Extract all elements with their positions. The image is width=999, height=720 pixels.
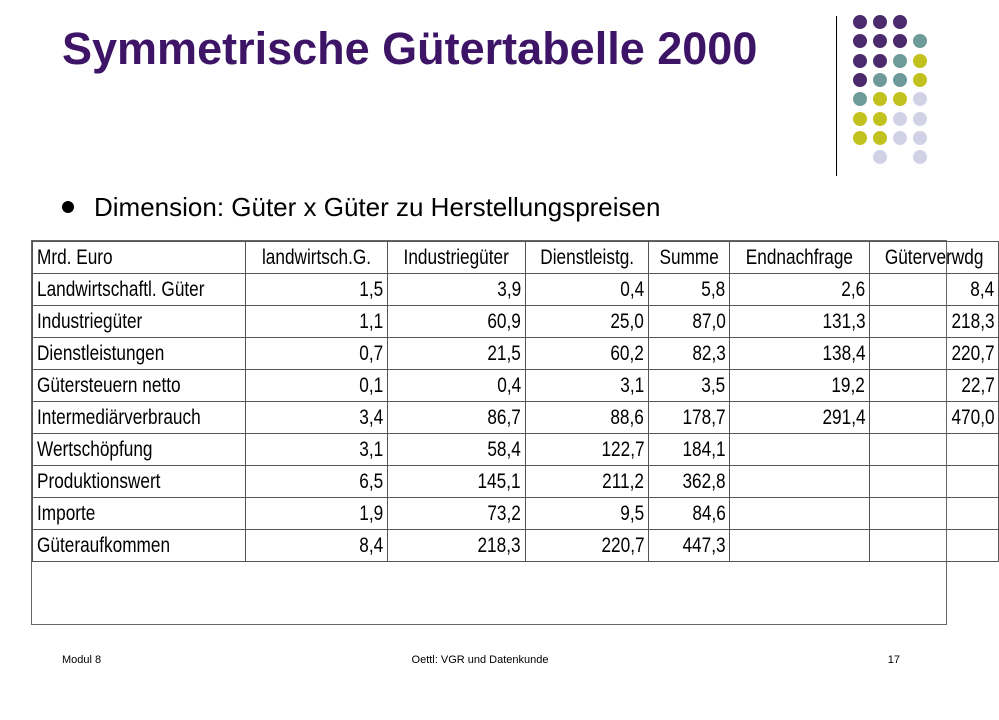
- value-cell: [730, 530, 870, 562]
- row-label-cell: [33, 498, 246, 530]
- cell-value: 0,1: [359, 374, 384, 397]
- value-cell: [649, 466, 730, 498]
- goods-table: [32, 241, 999, 562]
- value-cell: [730, 370, 870, 402]
- cell-value: 8,4: [970, 278, 995, 301]
- value-cell: [525, 434, 648, 466]
- row-label-cell: [33, 402, 246, 434]
- value-cell: [730, 498, 870, 530]
- table-row: [33, 530, 999, 562]
- value-cell: [870, 466, 999, 498]
- value-cell: [525, 466, 648, 498]
- footer-module: Modul 8: [62, 654, 102, 666]
- table-header-row: [33, 242, 999, 274]
- deco-dot: [853, 73, 867, 87]
- cell-value: 86,7: [487, 406, 521, 429]
- value-cell: [246, 402, 388, 434]
- value-cell: [649, 498, 730, 530]
- value-cell: [870, 402, 999, 434]
- cell-value: 184,1: [682, 438, 726, 461]
- cell-value: 22,7: [960, 374, 995, 397]
- table-row: [33, 466, 999, 498]
- value-cell: [525, 498, 648, 530]
- deco-dot: [893, 73, 907, 87]
- value-cell: [388, 466, 525, 498]
- row-label-cell: [33, 530, 246, 562]
- value-cell: [525, 306, 648, 338]
- cell-value: 25,0: [610, 310, 645, 333]
- cell-value: 0,4: [496, 374, 521, 397]
- header-label: Mrd. Euro: [37, 246, 113, 269]
- value-cell: [388, 434, 525, 466]
- cell-value: 6,5: [359, 470, 384, 493]
- row-label-cell: [33, 274, 246, 306]
- cell-value: 218,3: [477, 534, 521, 557]
- cell-value: 470,0: [951, 406, 995, 429]
- table-row: [33, 402, 999, 434]
- value-cell: [870, 274, 999, 306]
- title-divider-line: [836, 16, 837, 176]
- table-header-cell: [649, 242, 730, 274]
- value-cell: [246, 466, 388, 498]
- row-label-cell: [33, 466, 246, 498]
- cell-value: 1,9: [359, 502, 384, 525]
- value-cell: [730, 338, 870, 370]
- value-cell: [246, 274, 388, 306]
- bullet-item: [62, 187, 922, 227]
- deco-dot: [913, 54, 927, 68]
- value-cell: [730, 402, 870, 434]
- deco-dot: [893, 15, 907, 29]
- value-cell: [388, 306, 525, 338]
- cell-value: 178,7: [682, 406, 726, 429]
- value-cell: [246, 370, 388, 402]
- value-cell: [649, 434, 730, 466]
- row-label-cell: [33, 338, 246, 370]
- table-row: [33, 370, 999, 402]
- deco-dot: [853, 34, 867, 48]
- deco-dot: [873, 15, 887, 29]
- value-cell: [525, 370, 648, 402]
- cell-value: 60,2: [610, 342, 645, 365]
- row-label: Güteraufkommen: [37, 534, 171, 557]
- cell-value: 220,7: [601, 534, 645, 557]
- value-cell: [870, 434, 999, 466]
- cell-value: 3,1: [359, 438, 384, 461]
- row-label-cell: [33, 370, 246, 402]
- cell-value: 88,6: [610, 406, 645, 429]
- header-label: Industriegüter: [403, 246, 510, 269]
- cell-value: 84,6: [691, 502, 726, 525]
- table-row: [33, 306, 999, 338]
- deco-dot: [913, 150, 927, 164]
- footer-page-number: 17: [887, 654, 900, 666]
- deco-dot: [873, 131, 887, 145]
- header-label: Güterverwdg: [885, 246, 984, 269]
- cell-value: 60,9: [487, 310, 521, 333]
- table-row: [33, 498, 999, 530]
- cell-value: 3,9: [496, 278, 521, 301]
- value-cell: [730, 306, 870, 338]
- value-cell: [730, 274, 870, 306]
- cell-value: 362,8: [682, 470, 726, 493]
- deco-dot: [893, 54, 907, 68]
- bullet-dot-icon: [62, 201, 74, 213]
- cell-value: 220,7: [951, 342, 995, 365]
- cell-value: 218,3: [951, 310, 995, 333]
- deco-dot: [873, 34, 887, 48]
- value-cell: [870, 370, 999, 402]
- value-cell: [870, 306, 999, 338]
- cell-value: 145,1: [477, 470, 521, 493]
- value-cell: [525, 338, 648, 370]
- value-cell: [525, 402, 648, 434]
- value-cell: [246, 338, 388, 370]
- value-cell: [388, 530, 525, 562]
- header-label: Dienstleistg.: [540, 246, 634, 269]
- row-label: Gütersteuern netto: [37, 374, 181, 397]
- value-cell: [730, 466, 870, 498]
- value-cell: [246, 498, 388, 530]
- table-row: [33, 338, 999, 370]
- deco-dot: [873, 112, 887, 126]
- deco-dot: [873, 73, 887, 87]
- table-header-cell: [33, 242, 246, 274]
- deco-dot: [893, 112, 907, 126]
- value-cell: [246, 530, 388, 562]
- value-cell: [388, 274, 525, 306]
- deco-dot: [893, 34, 907, 48]
- bullet-text: Dimension: Güter x Güter zu Herstellungspreisen: [94, 191, 661, 222]
- cell-value: 9,5: [620, 502, 645, 525]
- cell-value: 131,3: [822, 310, 866, 333]
- deco-dot: [913, 112, 927, 126]
- cell-value: 5,8: [701, 278, 726, 301]
- value-cell: [649, 370, 730, 402]
- cell-value: 87,0: [691, 310, 726, 333]
- cell-value: 8,4: [359, 534, 384, 557]
- value-cell: [388, 402, 525, 434]
- deco-dot: [893, 131, 907, 145]
- value-cell: [870, 530, 999, 562]
- table-header-cell: [388, 242, 525, 274]
- deco-dot: [853, 92, 867, 106]
- table-header-cell: [730, 242, 870, 274]
- deco-dot: [893, 92, 907, 106]
- row-label: Dienstleistungen: [37, 342, 165, 365]
- cell-value: 1,1: [359, 310, 384, 333]
- deco-dot: [853, 15, 867, 29]
- row-label-cell: [33, 434, 246, 466]
- value-cell: [730, 434, 870, 466]
- value-cell: [246, 434, 388, 466]
- value-cell: [649, 402, 730, 434]
- row-label: Industriegüter: [37, 310, 143, 333]
- cell-value: 3,5: [701, 374, 726, 397]
- row-label: Landwirtschaftl. Güter: [37, 278, 205, 301]
- row-label: Intermediärverbrauch: [37, 406, 201, 429]
- deco-dot: [873, 92, 887, 106]
- deco-dot: [853, 112, 867, 126]
- cell-value: 211,2: [602, 470, 645, 493]
- header-label: Endnachfrage: [746, 246, 854, 269]
- cell-value: 0,7: [359, 342, 384, 365]
- cell-value: 73,2: [487, 502, 521, 525]
- slide-title: Symmetrische Gütertabelle 2000: [62, 23, 758, 74]
- cell-value: 21,5: [487, 342, 521, 365]
- cell-value: 3,1: [620, 374, 645, 397]
- deco-dot: [913, 92, 927, 106]
- cell-value: 82,3: [691, 342, 726, 365]
- value-cell: [649, 274, 730, 306]
- row-label: Importe: [37, 502, 96, 525]
- value-cell: [388, 370, 525, 402]
- header-label: landwirtsch.G.: [262, 246, 372, 269]
- cell-value: 122,7: [601, 438, 645, 461]
- value-cell: [870, 338, 999, 370]
- value-cell: [525, 274, 648, 306]
- table-header-cell: [246, 242, 388, 274]
- value-cell: [870, 498, 999, 530]
- cell-value: 19,2: [831, 374, 866, 397]
- deco-dot: [873, 150, 887, 164]
- table-row: [33, 434, 999, 466]
- table-header-cell: [870, 242, 999, 274]
- header-label: Summe: [659, 246, 719, 269]
- cell-value: 3,4: [359, 406, 384, 429]
- cell-value: 1,5: [359, 278, 384, 301]
- table-header-cell: [525, 242, 648, 274]
- deco-dot: [853, 131, 867, 145]
- deco-dot: [853, 54, 867, 68]
- cell-value: 0,4: [620, 278, 645, 301]
- value-cell: [388, 498, 525, 530]
- value-cell: [649, 338, 730, 370]
- value-cell: [246, 306, 388, 338]
- value-cell: [388, 338, 525, 370]
- table-body: [33, 274, 999, 562]
- value-cell: [649, 306, 730, 338]
- row-label-cell: [33, 306, 246, 338]
- table-row: [33, 274, 999, 306]
- cell-value: 138,4: [822, 342, 866, 365]
- deco-dot: [913, 131, 927, 145]
- row-label: Produktionswert: [37, 470, 161, 493]
- row-label: Wertschöpfung: [37, 438, 153, 461]
- deco-dot: [873, 54, 887, 68]
- value-cell: [525, 530, 648, 562]
- deco-dot: [913, 73, 927, 87]
- cell-value: 447,3: [682, 534, 726, 557]
- cell-value: 58,4: [487, 438, 521, 461]
- cell-value: 2,6: [841, 278, 866, 301]
- deco-dot: [913, 34, 927, 48]
- cell-value: 291,4: [822, 406, 866, 429]
- footer-author: Oettl: VGR und Datenkunde: [411, 654, 549, 666]
- value-cell: [649, 530, 730, 562]
